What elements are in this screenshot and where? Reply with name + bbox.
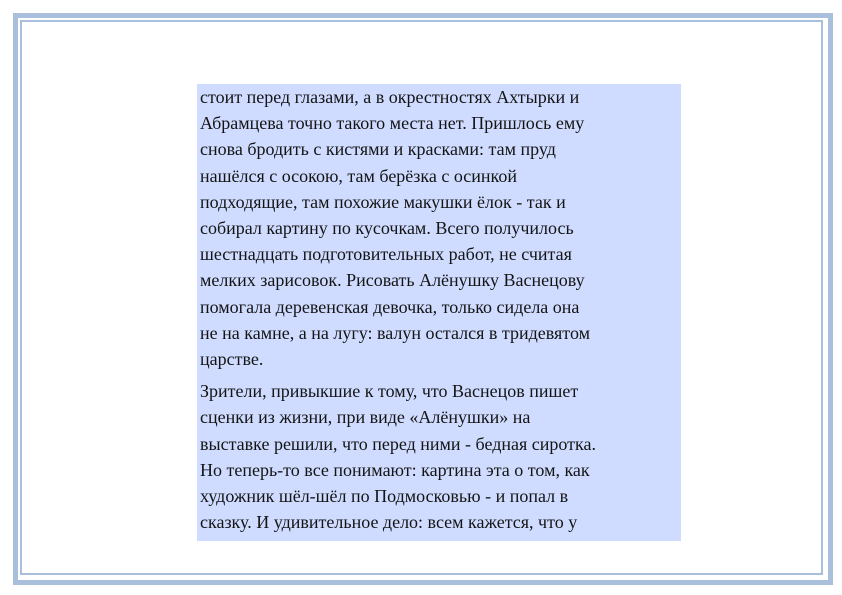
paragraph-2: Зрители, привыкшие к тому, что Васнецов пишет сценки из жизни, при виде «Алёнушки» на выставке решили, что перед ними - бедная сиротка. Но теперь-то все понимают: картина эта о том, как художник шёл-шёл по Подмосковью - и попал в сказку. И удивительное дело: всем кажется, что у xyxy=(200,381,596,533)
text-box[interactable] xyxy=(197,84,681,541)
paragraph-1: стоит перед глазами, а в окрестностях Ахтырки и Абрамцева точно такого места нет. Пришлось ему снова бродить с кистями и красками: там пруд нашёлся с осокою, там берёзка с осинкой подходящие, там похожие макушки ёлок - так и собирал картину по кусочкам. Всего получилось шестнадцать подготовительных работ, не считая мелких зарисовок. Рисовать Алёнушку Васнецову помогала деревенская девочка, только сидела она не на камне, а на лугу: валун остался в тридевятом царстве. xyxy=(200,87,590,370)
